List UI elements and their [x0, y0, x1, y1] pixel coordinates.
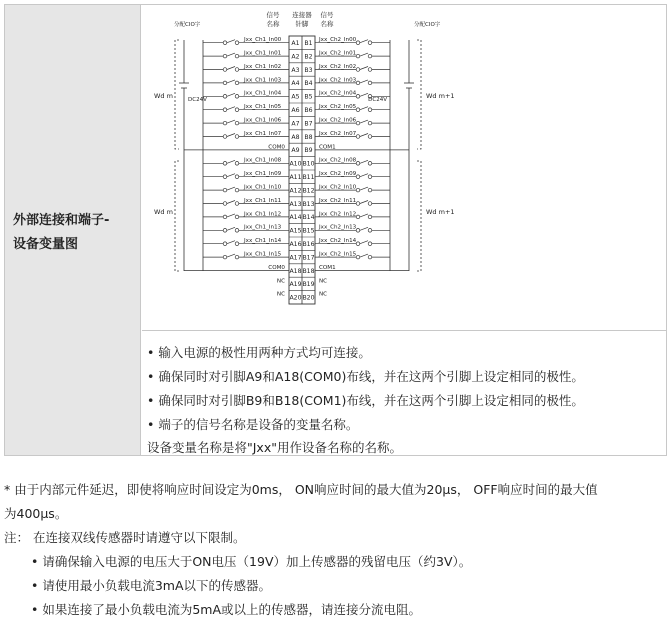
left-signal-name: Jxx_Ch1_In13 [244, 224, 282, 231]
right-contact-icon [356, 202, 360, 206]
left-signal-name: COM0 [268, 144, 285, 151]
left-contact-icon [235, 95, 239, 99]
pin-a-label: A5 [291, 93, 300, 101]
right-switch-icon [360, 160, 368, 163]
right-signal-name: Jxx_Ch2_In11 [319, 197, 357, 204]
pin-a-label: A2 [291, 53, 300, 61]
right-contact-icon [368, 121, 372, 125]
right-signal-name: Jxx_Ch2_In09 [319, 171, 357, 178]
right-contact-icon [356, 68, 360, 72]
header-mid-line: 连接器 [292, 11, 312, 19]
left-signal-name: Jxx_Ch1_In15 [244, 251, 282, 258]
left-contact-icon [223, 54, 227, 58]
left-contact-icon [223, 108, 227, 112]
word-left-top: Wd m [154, 92, 173, 100]
left-signal-name: Jxx_Ch1_In02 [244, 63, 282, 70]
header-mid-line: 针脚 [295, 20, 309, 28]
left-contact-icon [235, 68, 239, 72]
note-line: • 确保同时对引脚B9和B18(COM1)布线，并在这两个引脚上设定相同的极性。 [147, 393, 584, 408]
left-switch-icon [227, 201, 235, 204]
note-line: • 输入电源的极性用两种方式均可连接。 [147, 345, 371, 360]
right-contact-icon [368, 135, 372, 139]
caution-item: • 请使用最小负载电流3mA以下的传感器。 [31, 578, 272, 593]
left-switch-icon [227, 40, 235, 43]
pin-a-label: A9 [291, 147, 300, 155]
right-signal-name: Jxx_Ch2_In08 [319, 157, 357, 164]
pin-b-label: B10 [302, 160, 315, 168]
left-switch-icon [227, 134, 235, 137]
left-signal-name: Jxx_Ch1_In01 [244, 50, 282, 57]
pin-b-label: B5 [304, 93, 313, 101]
pin-b-label: B20 [302, 294, 315, 302]
pin-a-label: A4 [291, 80, 300, 88]
right-signal-name: Jxx_Ch2_In02 [319, 63, 357, 70]
pin-b-label: B12 [302, 187, 315, 195]
left-contact-icon [223, 202, 227, 206]
left-contact-icon [223, 229, 227, 233]
note-line: • 端子的信号名称是设备的变量名称。 [147, 417, 359, 432]
alloc-right-label: 分配CIO字 [414, 22, 441, 28]
left-switch-icon [227, 241, 235, 244]
left-contact-icon [235, 108, 239, 112]
right-signal-name: NC [319, 291, 328, 298]
right-switch-icon [360, 254, 368, 257]
left-switch-icon [227, 107, 235, 110]
right-contact-icon [368, 108, 372, 112]
pin-b-label: B18 [302, 267, 315, 275]
pin-b-label: B6 [304, 107, 313, 114]
left-contact-icon [235, 162, 239, 166]
right-bottom-bracket [417, 161, 421, 271]
right-contact-icon [368, 175, 372, 179]
left-signal-name: Jxx_Ch1_In12 [244, 211, 282, 218]
left-signal-name: COM0 [268, 264, 285, 271]
pin-a-label: A7 [291, 120, 300, 128]
left-contact-icon [223, 255, 227, 259]
right-contact-icon [356, 162, 360, 166]
pin-a-label: A3 [291, 66, 300, 74]
left-bottom-bracket [175, 161, 179, 271]
left-contact-icon [235, 242, 239, 246]
right-contact-icon [368, 202, 372, 206]
left-signal-name: Jxx_Ch1_In10 [244, 184, 282, 191]
right-signal-name: Jxx_Ch2_In10 [319, 184, 357, 191]
pin-b-label: B8 [304, 133, 313, 141]
pin-a-label: A16 [289, 241, 302, 248]
caution-item: • 如果连接了最小负载电流为5mA或以上的传感器，请连接分流电阻。 [31, 602, 422, 617]
left-contact-icon [235, 175, 239, 179]
right-contact-icon [368, 215, 372, 219]
header-right-line: 名称 [320, 20, 334, 28]
pin-b-label: B13 [302, 200, 315, 208]
left-signal-name: Jxx_Ch1_In08 [244, 157, 282, 164]
supply-left-label: DC24V [188, 97, 207, 103]
left-signal-name: Jxx_Ch1_In14 [244, 238, 282, 245]
right-contact-icon [356, 54, 360, 58]
supply-right-label: DC24V [368, 97, 387, 103]
right-contact-icon [356, 121, 360, 125]
header-right-line: 信号 [320, 11, 334, 19]
section-label-line: 外部连接和端子- [13, 213, 110, 228]
wiring-diagram [142, 5, 666, 330]
pin-b-label: B16 [302, 241, 315, 248]
left-signal-name: Jxx_Ch1_In00 [244, 37, 282, 44]
right-switch-icon [360, 187, 368, 190]
pin-b-label: B11 [302, 174, 315, 181]
left-signal-name: Jxx_Ch1_In09 [244, 171, 282, 178]
right-contact-icon [356, 229, 360, 233]
left-contact-icon [235, 81, 239, 85]
left-switch-icon [227, 160, 235, 163]
right-contact-icon [356, 215, 360, 219]
left-signal-name: Jxx_Ch1_In07 [244, 130, 282, 137]
right-signal-name: COM1 [319, 144, 336, 151]
left-contact-icon [223, 81, 227, 85]
pin-a-label: A12 [289, 187, 302, 195]
right-signal-name: COM1 [319, 264, 336, 271]
delay-note-line2: 为400μs。 [4, 506, 68, 521]
pin-a-label: A14 [289, 214, 302, 222]
left-contact-icon [223, 121, 227, 125]
left-switch-icon [227, 227, 235, 230]
right-signal-name: Jxx_Ch2_In06 [319, 117, 357, 124]
pin-a-label: A11 [289, 174, 302, 181]
right-signal-name: Jxx_Ch2_In07 [319, 130, 357, 137]
left-contact-icon [235, 215, 239, 219]
section-label-line: 设备变量图 [13, 237, 79, 252]
right-switch-icon [360, 93, 368, 96]
word-right-bottom: Wd m+1 [426, 208, 455, 216]
pin-b-label: B1 [304, 40, 313, 47]
connector-rows [184, 37, 409, 302]
right-contact-icon [368, 229, 372, 233]
spec-table [4, 4, 667, 456]
pin-a-label: A6 [291, 107, 300, 114]
pin-a-label: A10 [289, 160, 302, 168]
right-switch-icon [360, 53, 368, 56]
left-signal-name: Jxx_Ch1_In11 [244, 197, 282, 204]
delay-note-line1: * 由于内部元件延迟，即使将响应时间设定为0ms， ON响应时间的最大值为20μs， OFF响应时间的最大值 [4, 482, 598, 497]
left-contact-icon [223, 188, 227, 192]
right-contact-icon [356, 188, 360, 192]
left-switch-icon [227, 187, 235, 190]
right-signal-name: Jxx_Ch2_In01 [319, 50, 357, 57]
pin-a-label: A8 [291, 133, 300, 141]
right-switch-icon [360, 227, 368, 230]
left-contact-icon [235, 135, 239, 139]
header-left-line: 信号 [266, 11, 280, 19]
right-switch-icon [360, 214, 368, 217]
left-signal-name: NC [276, 291, 285, 298]
right-signal-name: Jxx_Ch2_In05 [319, 104, 357, 111]
left-contact-icon [223, 175, 227, 179]
pin-b-label: B17 [302, 254, 315, 262]
right-signal-name: Jxx_Ch2_In00 [319, 37, 357, 44]
left-contact-icon [235, 255, 239, 259]
right-contact-icon [356, 108, 360, 112]
left-switch-icon [227, 67, 235, 70]
word-right-top: Wd m+1 [426, 92, 455, 100]
right-contact-icon [356, 95, 360, 99]
left-switch-icon [227, 80, 235, 83]
right-contact-icon [368, 81, 372, 85]
left-top-bracket [175, 40, 179, 149]
left-contact-icon [235, 229, 239, 233]
left-signal-name: Jxx_Ch1_In03 [244, 77, 282, 84]
pin-a-label: A17 [289, 254, 302, 262]
left-switch-icon [227, 174, 235, 177]
right-top-bracket [417, 40, 421, 149]
right-signal-name: Jxx_Ch2_In13 [319, 224, 357, 231]
left-contact-icon [223, 95, 227, 99]
note-line: • 确保同时对引脚A9和A18(COM0)布线，并在这两个引脚上设定相同的极性。 [147, 369, 584, 384]
left-contact-icon [235, 188, 239, 192]
left-switch-icon [227, 214, 235, 217]
right-switch-icon [360, 120, 368, 123]
left-signal-name: Jxx_Ch1_In04 [244, 90, 282, 97]
pin-b-label: B4 [304, 80, 313, 88]
right-contact-icon [368, 41, 372, 45]
right-switch-icon [360, 40, 368, 43]
left-switch-icon [227, 120, 235, 123]
section-label-cell [5, 5, 141, 455]
section-label [13, 209, 137, 257]
pin-b-label: B14 [302, 214, 315, 222]
right-signal-name: Jxx_Ch2_In04 [319, 90, 357, 97]
left-contact-icon [223, 215, 227, 219]
right-signal-name: NC [319, 278, 328, 285]
left-contact-icon [235, 121, 239, 125]
caution-item: • 请确保输入电源的电压大于ON电压（19V）加上传感器的残留电压（约3V）。 [31, 554, 472, 569]
right-contact-icon [356, 255, 360, 259]
left-contact-icon [223, 41, 227, 45]
right-switch-icon [360, 134, 368, 137]
left-contact-icon [223, 242, 227, 246]
alloc-left-label: 分配CIO字 [174, 22, 201, 28]
pin-a-label: A1 [291, 40, 300, 47]
left-contact-icon [235, 41, 239, 45]
left-switch-icon [227, 53, 235, 56]
left-switch-icon [227, 93, 235, 96]
pin-a-label: A13 [289, 200, 302, 208]
right-contact-icon [368, 162, 372, 166]
left-signal-name: Jxx_Ch1_In05 [244, 104, 282, 111]
right-switch-icon [360, 107, 368, 110]
pin-b-label: B19 [302, 281, 315, 289]
pin-b-label: B3 [304, 66, 313, 74]
pin-a-label: A15 [289, 227, 302, 235]
pin-a-label: A20 [289, 294, 302, 302]
right-contact-icon [356, 135, 360, 139]
right-contact-icon [356, 41, 360, 45]
right-switch-icon [360, 67, 368, 70]
left-contact-icon [223, 135, 227, 139]
right-contact-icon [368, 54, 372, 58]
right-contact-icon [368, 68, 372, 72]
right-signal-name: Jxx_Ch2_In03 [319, 77, 357, 84]
notes-cell [142, 330, 666, 455]
left-contact-icon [223, 68, 227, 72]
pin-a-label: A19 [289, 281, 302, 289]
left-signal-name: Jxx_Ch1_In06 [244, 117, 282, 124]
right-switch-icon [360, 241, 368, 244]
right-signal-name: Jxx_Ch2_In12 [319, 211, 357, 218]
pin-b-label: B7 [304, 120, 313, 128]
note-line: 设备变量名称是将"Jxx"用作设备名称的名称。 [147, 440, 402, 455]
pin-b-label: B9 [304, 147, 313, 155]
wiring-diagram-svg [142, 5, 666, 330]
header-left-line: 名称 [266, 20, 280, 28]
left-contact-icon [235, 202, 239, 206]
right-contact-icon [356, 81, 360, 85]
caution-title: 注： 在连接双线传感器时请遵守以下限制。 [4, 530, 246, 545]
right-switch-icon [360, 174, 368, 177]
left-contact-icon [235, 54, 239, 58]
left-contact-icon [223, 162, 227, 166]
right-contact-icon [368, 242, 372, 246]
word-left-bottom: Wd m [154, 208, 173, 216]
right-switch-icon [360, 201, 368, 204]
pin-b-label: B15 [302, 227, 315, 235]
right-signal-name: Jxx_Ch2_In14 [319, 238, 357, 245]
right-signal-name: Jxx_Ch2_In15 [319, 251, 357, 258]
left-switch-icon [227, 254, 235, 257]
right-contact-icon [368, 255, 372, 259]
right-contact-icon [368, 188, 372, 192]
right-switch-icon [360, 80, 368, 83]
right-contact-icon [356, 242, 360, 246]
right-contact-icon [356, 175, 360, 179]
pin-a-label: A18 [289, 267, 302, 275]
left-signal-name: NC [276, 278, 285, 285]
pin-b-label: B2 [304, 53, 313, 61]
